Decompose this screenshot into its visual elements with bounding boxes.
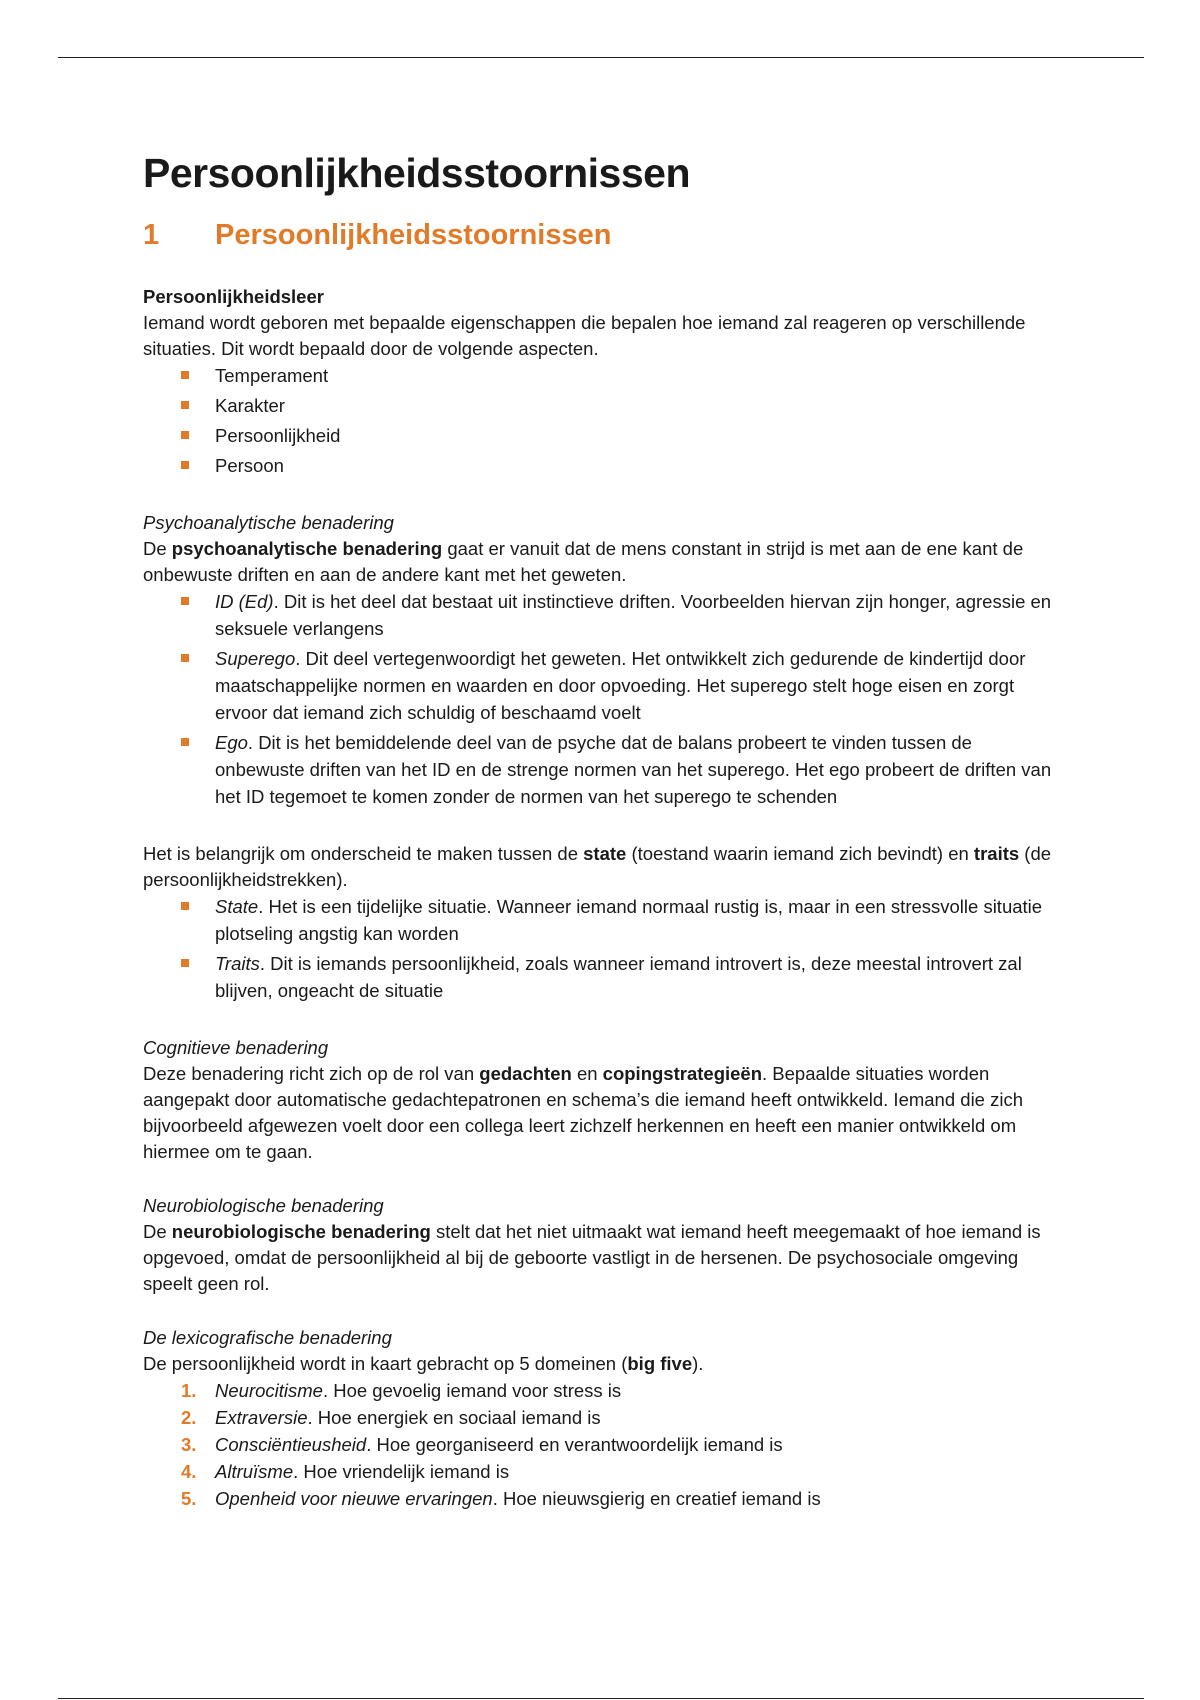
cognitief-text: Deze benadering richt zich op de rol van gedachten en copingstrategieën. Bepaalde situaties worden aangepakt door automatische gedachtepatronen en schema’s die iemand heeft ontwikkeld. Iemand die zich bijvoorbeeld afgewezen voelt door een collega leert zichzelf herkennen en heeft een manier ontwikkeld om hiermee om te gaan. xyxy=(143,1063,1024,1162)
list-item: 2. Extraversie. Hoe energiek en sociaal iemand is xyxy=(181,1407,601,1428)
list-item: Persoonlijkheid xyxy=(181,422,1063,449)
list-item: Ego. Dit is het bemiddelende deel van de psyche dat de balans probeert te vinden tussen de onbewuste driften van het ID en de strenge normen van het superego. Het ego probeert de driften van het ID tegemoet te komen zonder de normen van het superego te schenden xyxy=(181,729,1063,810)
psycho-heading: Psychoanalytische benadering xyxy=(143,512,394,533)
section-number: 1 xyxy=(143,219,160,251)
list-item: 1. Neurocitisme. Hoe gevoelig iemand voor stress is xyxy=(181,1380,622,1401)
leer-heading: Persoonlijkheidsleer xyxy=(143,286,324,307)
list-item: Karakter xyxy=(181,392,1063,419)
list-item: ID (Ed). Dit is het deel dat bestaat uit instinctieve driften. Voorbeelden hiervan zijn honger, agressie en seksuele verlangens xyxy=(181,588,1063,642)
list-item: 5. Openheid voor nieuwe ervaringen. Hoe nieuwsgierig en creatief iemand is xyxy=(181,1488,821,1509)
leer-text: Iemand wordt geboren met bepaalde eigenschappen die bepalen hoe iemand zal reageren op verschillende situaties. Dit wordt bepaald door de volgende aspecten. xyxy=(143,312,1026,359)
list-item: State. Het is een tijdelijke situatie. Wanneer iemand normaal rustig is, maar in een stressvolle situatie plotseling angstig kan worden xyxy=(181,893,1063,947)
section-heading xyxy=(143,219,1063,259)
list-item: Temperament xyxy=(181,362,1063,389)
list-item: Superego. Dit deel vertegenwoordigt het geweten. Het ontwikkelt zich gedurende de kindertijd door maatschappelijke normen en waarden en door opvoeding. Het superego stelt hoge eisen en zorgt ervoor dat iemand zich schuldig of beschaamd voelt xyxy=(181,645,1063,726)
cognitief-heading: Cognitieve benadering xyxy=(143,1037,329,1058)
neuro-heading: Neurobiologische benadering xyxy=(143,1195,384,1216)
psycho-list xyxy=(143,588,1063,810)
document-title: Persoonlijkheidsstoornissen xyxy=(143,150,690,196)
header-rule xyxy=(58,57,1144,58)
leer-list xyxy=(143,362,1063,479)
list-item: 4. Altruïsme. Hoe vriendelijk iemand is xyxy=(181,1461,510,1482)
state-traits-list xyxy=(143,893,1063,1004)
state-traits-intro: Het is belangrijk om onderscheid te maken tussen de state (toestand waarin iemand zich bevindt) en traits (de persoonlijkheidstrekken). xyxy=(143,843,1052,890)
document-page xyxy=(143,145,1063,1512)
lexico-intro: De persoonlijkheid wordt in kaart gebracht op 5 domeinen (big five). xyxy=(143,1353,704,1374)
neuro-text: De neurobiologische benadering stelt dat het niet uitmaakt wat iemand heeft meegemaakt of hoe iemand is opgevoed, omdat de persoonlijkheid al bij de geboorte vastligt in de hersenen. De psychosociale omgeving speelt geen rol. xyxy=(143,1221,1041,1294)
list-item: Persoon xyxy=(181,452,1063,479)
section-title: Persoonlijkheidsstoornissen xyxy=(215,219,612,251)
lexico-heading: De lexicografische benadering xyxy=(143,1327,392,1348)
list-item: Traits. Dit is iemands persoonlijkheid, zoals wanneer iemand introvert is, deze meestal introvert zal blijven, ongeacht de situatie xyxy=(181,950,1063,1004)
footer-rule xyxy=(58,1698,1144,1699)
list-item: 3. Consciëntieusheid. Hoe georganiseerd en verantwoordelijk iemand is xyxy=(181,1434,783,1455)
big-five-list xyxy=(143,1377,1063,1512)
psycho-intro: De psychoanalytische benadering gaat er vanuit dat de mens constant in strijd is met aan de ene kant de onbewuste driften en aan de andere kant met het geweten. xyxy=(143,538,1024,585)
